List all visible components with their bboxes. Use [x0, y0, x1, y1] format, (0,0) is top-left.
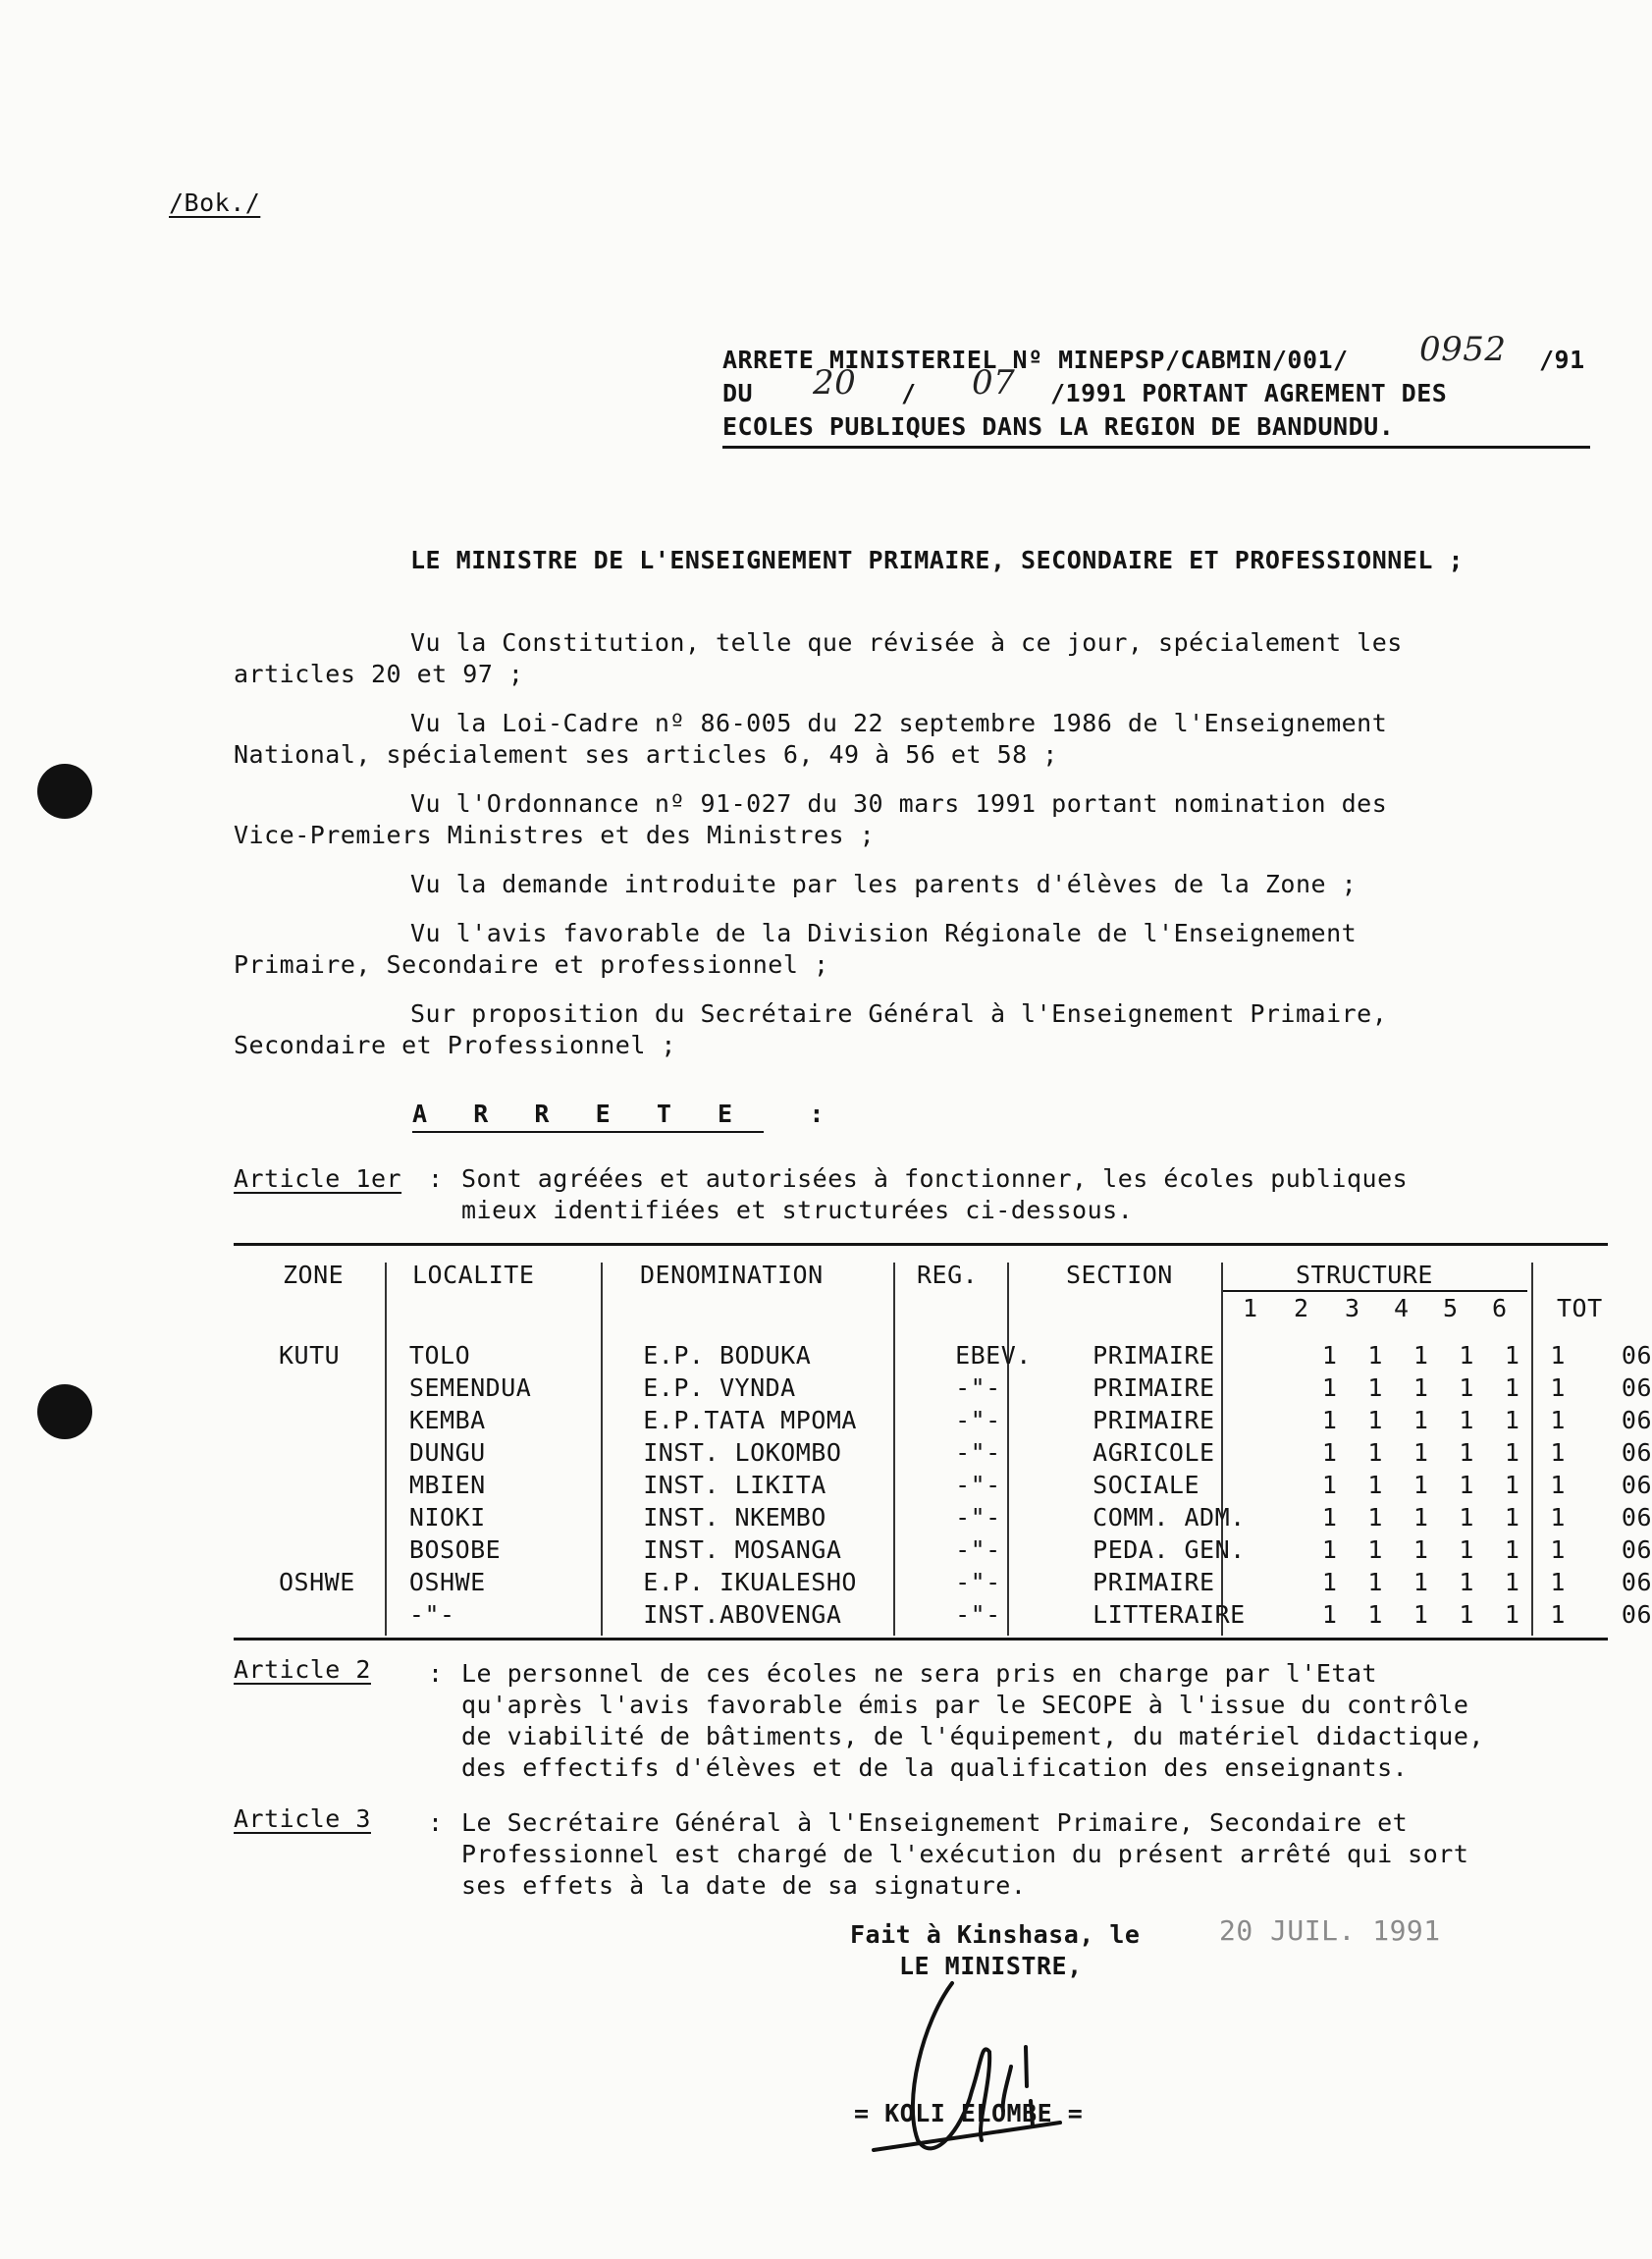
- cell-localite: TOLO: [408, 1341, 471, 1370]
- article-2-separator: :: [428, 1659, 444, 1688]
- cell-tot: 06: [1621, 1568, 1652, 1596]
- cell-denomination: E.P. IKUALESHO: [643, 1568, 857, 1596]
- cell-structure-1: 1: [1321, 1438, 1338, 1467]
- cell-tot: 06: [1621, 1438, 1652, 1467]
- title-line-1-suffix: /91: [1539, 346, 1585, 374]
- cell-structure-4: 1: [1459, 1568, 1474, 1596]
- cell-denomination: E.P. VYNDA: [643, 1373, 796, 1402]
- col-header-denomination: DENOMINATION: [640, 1261, 824, 1289]
- cell-structure-6: 1: [1550, 1568, 1566, 1596]
- cell-denomination: E.P. BODUKA: [643, 1341, 812, 1370]
- article-2-line-3: de viabilité de bâtiments, de l'équipement, du matériel didactique,: [461, 1722, 1484, 1750]
- article-2-label: Article 2: [234, 1655, 371, 1684]
- cell-structure-6: 1: [1550, 1600, 1566, 1629]
- cell-structure-5: 1: [1504, 1438, 1520, 1467]
- title-line-1-prefix: ARRETE MINISTERIEL Nº MINEPSP/CABMIN/001/: [722, 346, 1349, 374]
- handwritten-day: 20: [813, 363, 857, 403]
- cell-section: AGRICOLE: [1092, 1438, 1215, 1467]
- consideration-4-line-1: Vu la demande introduite par les parents d'élèves de la Zone ;: [410, 870, 1358, 898]
- cell-reg: -"-: [955, 1471, 1001, 1499]
- cell-structure-3: 1: [1412, 1568, 1429, 1596]
- cell-zone: KUTU: [279, 1341, 341, 1370]
- cell-zone: [234, 1436, 382, 1469]
- cell-structure-4: 1: [1459, 1471, 1474, 1499]
- cell-structure-1: 1: [1321, 1471, 1338, 1499]
- cell-section: COMM. ADM.: [1092, 1503, 1246, 1532]
- cell-structure-2: 1: [1367, 1568, 1383, 1596]
- arrete-heading: A R R E T E :: [412, 1100, 825, 1128]
- cell-localite: OSHWE: [408, 1568, 486, 1596]
- cell-zone: [234, 1533, 382, 1566]
- cell-tot: 06: [1621, 1373, 1652, 1402]
- structure-col-1: 1: [1243, 1294, 1258, 1322]
- cell-structure-3: 1: [1412, 1373, 1429, 1402]
- cell-structure-2: 1: [1367, 1438, 1383, 1467]
- cell-structure-4: 1: [1459, 1600, 1474, 1629]
- cell-localite: KEMBA: [408, 1406, 486, 1434]
- cell-structure-1: 1: [1321, 1406, 1338, 1434]
- cell-structure-2: 1: [1367, 1600, 1383, 1629]
- consideration-5-line-2: Primaire, Secondaire et professionnel ;: [234, 950, 829, 979]
- structure-col-5: 5: [1443, 1294, 1459, 1322]
- structure-col-3: 3: [1345, 1294, 1360, 1322]
- table-row: [234, 1533, 1652, 1566]
- cell-denomination: E.P.TATA MPOMA: [643, 1406, 857, 1434]
- col-header-localite: LOCALITE: [412, 1261, 535, 1289]
- structure-col-4: 4: [1394, 1294, 1410, 1322]
- consideration-2-line-2: National, spécialement ses articles 6, 49 à 56 et 58 ;: [234, 740, 1058, 769]
- cell-tot: 06: [1621, 1471, 1652, 1499]
- table-row: [234, 1404, 1652, 1436]
- cell-reg: -"-: [955, 1438, 1001, 1467]
- cell-structure-5: 1: [1504, 1535, 1520, 1564]
- article-3-label: Article 3: [234, 1804, 371, 1833]
- cell-structure-1: 1: [1321, 1600, 1338, 1629]
- article-1-line-1: Sont agréées et autorisées à fonctionner, les écoles publiques: [461, 1164, 1409, 1193]
- title-line-3: ECOLES PUBLIQUES DANS LA REGION DE BANDUNDU.: [722, 412, 1395, 441]
- cell-reg: EBEV.: [955, 1341, 1032, 1370]
- cell-structure-6: 1: [1550, 1341, 1566, 1370]
- cell-structure-3: 1: [1412, 1600, 1429, 1629]
- article-1-separator: :: [428, 1164, 444, 1193]
- cell-tot: 06: [1621, 1600, 1652, 1629]
- consideration-5-line-1: Vu l'avis favorable de la Division Régionale de l'Enseignement: [410, 919, 1358, 947]
- col-header-tot: TOT: [1557, 1294, 1603, 1322]
- cell-structure-3: 1: [1412, 1503, 1429, 1532]
- cell-denomination: INST. MOSANGA: [643, 1535, 842, 1564]
- cell-localite: NIOKI: [408, 1503, 486, 1532]
- cell-structure-2: 1: [1367, 1406, 1383, 1434]
- cell-structure-3: 1: [1412, 1438, 1429, 1467]
- title-underline: [722, 446, 1590, 449]
- cell-structure-3: 1: [1412, 1341, 1429, 1370]
- date-stamp: 20 JUIL. 1991: [1219, 1914, 1441, 1947]
- cell-localite: MBIEN: [408, 1471, 486, 1499]
- cell-section: PRIMAIRE: [1092, 1373, 1215, 1402]
- consideration-3-line-1: Vu l'Ordonnance nº 91-027 du 30 mars 1991 portant nomination des: [410, 789, 1388, 818]
- cell-structure-5: 1: [1504, 1568, 1520, 1596]
- cell-structure-1: 1: [1321, 1568, 1338, 1596]
- cell-zone: OSHWE: [279, 1568, 355, 1596]
- cell-tot: 06: [1621, 1503, 1652, 1532]
- cell-structure-4: 1: [1459, 1535, 1474, 1564]
- consideration-6-line-1: Sur proposition du Secrétaire Général à l'Enseignement Primaire,: [410, 999, 1388, 1028]
- cell-structure-6: 1: [1550, 1373, 1566, 1402]
- table-row: [234, 1566, 1652, 1598]
- col-header-zone: ZONE: [283, 1261, 345, 1289]
- article-1-label: Article 1er: [234, 1164, 402, 1193]
- cell-structure-6: 1: [1550, 1535, 1566, 1564]
- cell-structure-5: 1: [1504, 1471, 1520, 1499]
- structure-underline: [1221, 1290, 1527, 1292]
- cell-zone: [234, 1469, 382, 1501]
- handwritten-number: 0952: [1419, 330, 1507, 369]
- table-row: [234, 1501, 1652, 1533]
- cell-structure-3: 1: [1412, 1406, 1429, 1434]
- schools-table: [234, 1339, 1652, 1631]
- cell-structure-1: 1: [1321, 1341, 1338, 1370]
- col-header-structure: STRUCTURE: [1296, 1261, 1433, 1289]
- cell-structure-5: 1: [1504, 1600, 1520, 1629]
- cell-structure-1: 1: [1321, 1503, 1338, 1532]
- cell-denomination: INST. NKEMBO: [643, 1503, 826, 1532]
- structure-col-6: 6: [1492, 1294, 1508, 1322]
- cell-structure-4: 1: [1459, 1503, 1474, 1532]
- cell-section: PRIMAIRE: [1092, 1568, 1215, 1596]
- structure-col-2: 2: [1294, 1294, 1309, 1322]
- article-3-line-1: Le Secrétaire Général à l'Enseignement Primaire, Secondaire et: [461, 1808, 1409, 1837]
- table-bottom-rule: [234, 1638, 1608, 1640]
- cell-zone: [234, 1404, 382, 1436]
- cell-structure-6: 1: [1550, 1471, 1566, 1499]
- cell-localite: DUNGU: [408, 1438, 486, 1467]
- title-date-separator: /: [901, 379, 917, 407]
- cell-structure-4: 1: [1459, 1341, 1474, 1370]
- minister-name: = KOLI ELOMBE =: [854, 2099, 1084, 2127]
- cell-reg: -"-: [955, 1406, 1001, 1434]
- cell-structure-6: 1: [1550, 1503, 1566, 1532]
- cell-tot: 06: [1621, 1341, 1652, 1370]
- cell-structure-6: 1: [1550, 1406, 1566, 1434]
- cell-structure-4: 1: [1459, 1438, 1474, 1467]
- table-row: [234, 1436, 1652, 1469]
- cell-structure-2: 1: [1367, 1341, 1383, 1370]
- cell-structure-3: 1: [1412, 1471, 1429, 1499]
- title-line-2-suffix: /1991 PORTANT AGREMENT DES: [1050, 379, 1448, 407]
- cell-structure-2: 1: [1367, 1503, 1383, 1532]
- cell-reg: -"-: [955, 1373, 1001, 1402]
- table-top-rule: [234, 1243, 1608, 1246]
- table-row: [234, 1372, 1652, 1404]
- table-row: [234, 1598, 1652, 1631]
- consideration-2-line-1: Vu la Loi-Cadre nº 86-005 du 22 septembre 1986 de l'Enseignement: [410, 709, 1388, 737]
- cell-section: PRIMAIRE: [1092, 1406, 1215, 1434]
- cell-structure-5: 1: [1504, 1341, 1520, 1370]
- consideration-6-line-2: Secondaire et Professionnel ;: [234, 1031, 676, 1059]
- cell-section: PEDA. GEN.: [1092, 1535, 1246, 1564]
- cell-section: LITTERAIRE: [1092, 1600, 1246, 1629]
- arrete-underline: [412, 1131, 764, 1133]
- document-reference: /Bok./: [169, 188, 261, 217]
- article-3-line-3: ses effets à la date de sa signature.: [461, 1871, 1027, 1900]
- article-2-line-2: qu'après l'avis favorable émis par le SECOPE à l'issue du contrôle: [461, 1691, 1469, 1719]
- cell-localite: SEMENDUA: [408, 1373, 532, 1402]
- cell-section: SOCIALE: [1092, 1471, 1200, 1499]
- cell-structure-1: 1: [1321, 1373, 1338, 1402]
- punch-hole: [37, 1384, 92, 1439]
- cell-structure-2: 1: [1367, 1373, 1383, 1402]
- title-line-2-du: DU: [722, 379, 754, 407]
- cell-structure-5: 1: [1504, 1406, 1520, 1434]
- minister-role: LE MINISTRE,: [899, 1952, 1083, 1980]
- cell-reg: -"-: [955, 1503, 1001, 1532]
- article-3-separator: :: [428, 1808, 444, 1837]
- cell-denomination: INST. LIKITA: [643, 1471, 826, 1499]
- consideration-3-line-2: Vice-Premiers Ministres et des Ministres ;: [234, 821, 876, 849]
- signature-graphic: [864, 1954, 1119, 2179]
- cell-structure-2: 1: [1367, 1471, 1383, 1499]
- cell-structure-4: 1: [1459, 1406, 1474, 1434]
- cell-structure-3: 1: [1412, 1535, 1429, 1564]
- article-3-line-2: Professionnel est chargé de l'exécution du présent arrêté qui sort: [461, 1840, 1469, 1868]
- cell-structure-5: 1: [1504, 1503, 1520, 1532]
- minister-heading: LE MINISTRE DE L'ENSEIGNEMENT PRIMAIRE, SECONDAIRE ET PROFESSIONNEL ;: [410, 546, 1465, 574]
- closing-place: Fait à Kinshasa, le: [850, 1920, 1141, 1949]
- cell-structure-2: 1: [1367, 1535, 1383, 1564]
- cell-reg: -"-: [955, 1600, 1001, 1629]
- cell-localite: -"-: [408, 1600, 455, 1629]
- cell-tot: 06: [1621, 1535, 1652, 1564]
- article-2-line-1: Le personnel de ces écoles ne sera pris en charge par l'Etat: [461, 1659, 1378, 1688]
- cell-denomination: INST.ABOVENGA: [643, 1600, 842, 1629]
- punch-hole: [37, 764, 92, 819]
- cell-structure-1: 1: [1321, 1535, 1338, 1564]
- consideration-1-line-1: Vu la Constitution, telle que révisée à ce jour, spécialement les: [410, 628, 1403, 657]
- table-row: [234, 1339, 1652, 1372]
- cell-zone: [234, 1372, 382, 1404]
- cell-zone: [234, 1501, 382, 1533]
- cell-localite: BOSOBE: [408, 1535, 502, 1564]
- handwritten-month: 07: [972, 363, 1016, 403]
- cell-structure-4: 1: [1459, 1373, 1474, 1402]
- col-header-reg: REG.: [917, 1261, 979, 1289]
- article-1-line-2: mieux identifiées et structurées ci-dessous.: [461, 1196, 1134, 1224]
- cell-zone: [234, 1598, 382, 1631]
- consideration-1-line-2: articles 20 et 97 ;: [234, 660, 524, 688]
- cell-structure-5: 1: [1504, 1373, 1520, 1402]
- cell-tot: 06: [1621, 1406, 1652, 1434]
- col-header-section: SECTION: [1066, 1261, 1173, 1289]
- table-row: [234, 1469, 1652, 1501]
- cell-reg: -"-: [955, 1535, 1001, 1564]
- article-2-line-4: des effectifs d'élèves et de la qualification des enseignants.: [461, 1753, 1409, 1782]
- cell-section: PRIMAIRE: [1092, 1341, 1215, 1370]
- cell-reg: -"-: [955, 1568, 1001, 1596]
- cell-denomination: INST. LOKOMBO: [643, 1438, 842, 1467]
- cell-structure-6: 1: [1550, 1438, 1566, 1467]
